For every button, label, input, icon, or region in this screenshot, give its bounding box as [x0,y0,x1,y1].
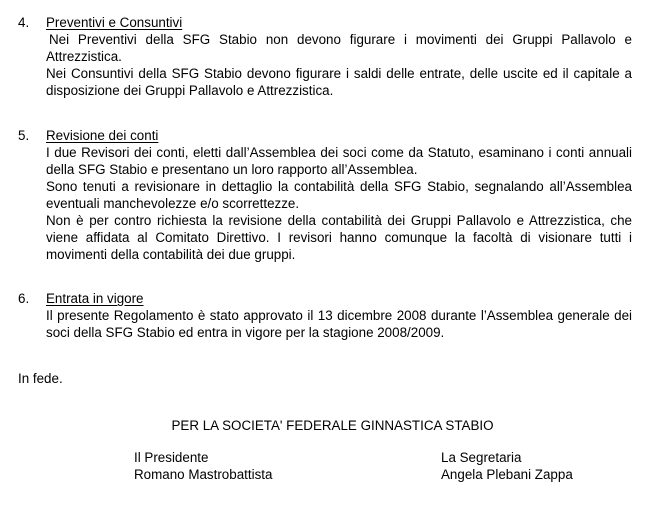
section-title: Preventivi e Consuntivi [46,15,183,30]
signatory-secretary [441,449,573,483]
paragraph: Sono tenuti a revisionare in dettaglio la contabilità della SFG Stabio, segnalando all’Assemblea eventuali manchevolezze e/o scorrettezze. [46,179,632,211]
section-preventivi-consuntivi [18,14,632,99]
section-body [46,307,632,341]
section-entrata-in-vigore [18,290,632,341]
section-heading [18,290,632,307]
section-body [46,144,632,263]
paragraph: Nei Preventivi della SFG Stabio non devono figurare i movimenti dei Gruppi Pallavolo e Attrezzistica. [46,32,632,64]
paragraph: Nei Consuntivi della SFG Stabio devono figurare i saldi delle entrate, delle uscite ed il capitale a disposizione dei Gruppi Pallavolo e Attrezzistica. [46,66,632,98]
section-number: 6. [18,291,30,306]
section-heading [18,127,632,144]
section-title: Entrata in vigore [46,291,144,306]
section-body [46,31,632,99]
organization-line: PER LA SOCIETA' FEDERALE GINNASTICA STABIO [171,418,494,433]
section-title: Revisione dei conti [46,128,159,143]
paragraph: Il presente Regolamento è stato approvato il 13 dicembre 2008 durante l’Assemblea generale dei soci della SFG Stabio ed entra in vigore per la stagione 2008/2009. [46,308,632,340]
paragraph: Non è per contro richiesta la revisione della contabilità dei Gruppi Pallavolo e Attrezzistica, che viene affidata al Comitato Direttivo. I revisori hanno comunque la facoltà di visionare tutti i movimenti della contabilità dei due gruppi. [46,213,632,262]
closing-text: In fede. [18,371,63,386]
section-number: 4. [18,15,30,30]
signatory-role: La Segretaria [441,450,522,465]
section-heading [18,14,632,31]
signatory-name: Romano Mastrobattista [134,467,273,482]
signatory-role: Il Presidente [134,450,209,465]
signatory-name: Angela Plebani Zappa [441,467,573,482]
section-number: 5. [18,128,30,143]
signatory-president [134,449,272,483]
paragraph: I due Revisori dei conti, eletti dall’Assemblea dei soci come da Statuto, esaminano i conti annuali della SFG Stabio e presentano un loro rapporto all’Assemblea. [46,145,632,177]
section-revisione-conti [18,127,632,263]
